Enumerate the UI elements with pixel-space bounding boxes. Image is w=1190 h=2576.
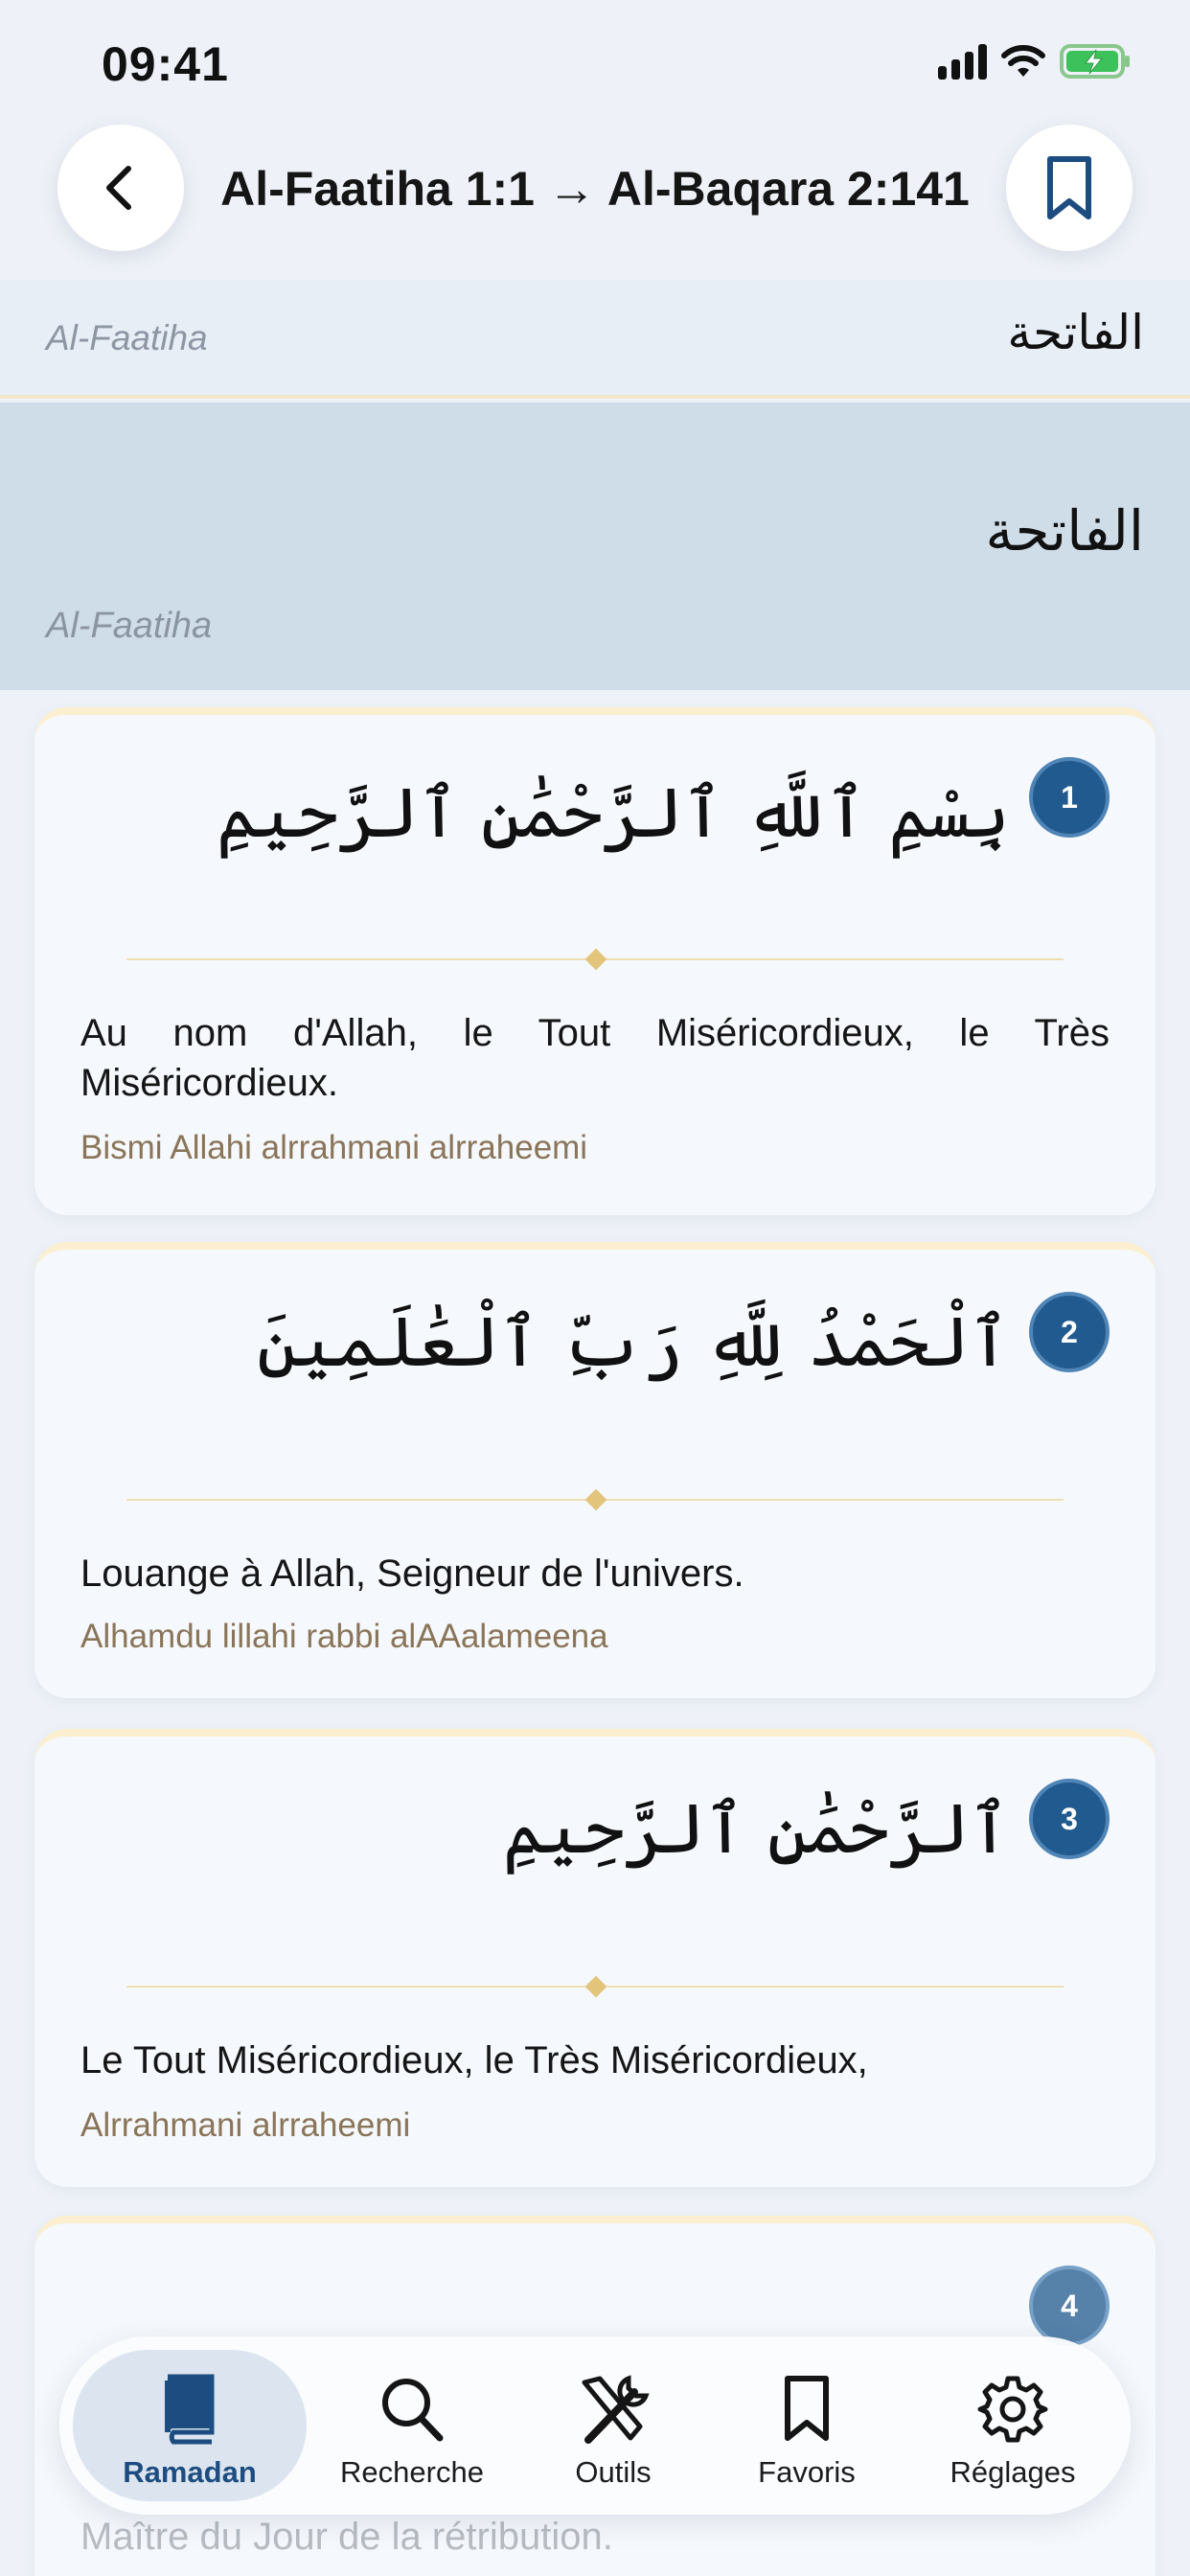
surah-header — [0, 402, 1190, 690]
verse-transliteration: Alrrahmani alrraheemi — [80, 2106, 411, 2144]
tab-label: Outils — [575, 2455, 652, 2489]
book-icon — [158, 2373, 221, 2446]
status-bar — [0, 0, 1190, 125]
verse-arabic: بِسْمِ ٱللَّهِ ٱلرَّحْمَٰنِ ٱلرَّحِيمِ — [216, 772, 1010, 853]
tab-ramadan[interactable] — [73, 2350, 307, 2501]
verse-number-badge: 3 — [1029, 1779, 1110, 1859]
tab-label: Ramadan — [123, 2455, 257, 2489]
gear-icon — [976, 2373, 1049, 2446]
tab-bar — [59, 2336, 1131, 2515]
tools-icon — [575, 2373, 652, 2446]
back-button[interactable] — [57, 125, 184, 251]
tab-outils[interactable] — [527, 2350, 699, 2501]
battery-charging-icon — [1060, 42, 1133, 80]
tab-recherche[interactable] — [316, 2350, 508, 2501]
navigation-bar — [0, 125, 1190, 278]
verse-translation: Au nom d'Allah, le Tout Miséricordieux, le Très Miséricordieux. — [80, 1012, 1110, 1104]
wifi-icon — [1000, 43, 1046, 80]
bookmark-icon — [1042, 153, 1096, 222]
search-icon — [377, 2373, 447, 2446]
tab-favoris[interactable] — [721, 2350, 893, 2501]
divider-ornament — [585, 949, 607, 971]
verse-transliteration: Alhamdu lillahi rabbi alAAalameena — [80, 1618, 608, 1655]
status-time: 09:41 — [102, 37, 229, 91]
tab-reglages[interactable] — [912, 2350, 1113, 2501]
verse-translation: Le Tout Miséricordieux, le Très Miséricordieux, — [80, 2039, 868, 2082]
verse-number-badge: 1 — [1029, 757, 1110, 838]
tab-label: Recherche — [340, 2455, 484, 2489]
verse-translation: Maître du Jour de la rétribution. — [80, 2516, 613, 2558]
tab-label: Réglages — [950, 2455, 1076, 2489]
verse-number-badge: 4 — [1029, 2266, 1110, 2346]
divider-ornament — [585, 1976, 607, 1998]
verse-card[interactable] — [34, 707, 1156, 1215]
verse-number-badge: 2 — [1029, 1292, 1110, 1372]
verse-card[interactable] — [34, 1729, 1156, 2187]
verse-arabic: ٱلْحَمْدُ لِلَّهِ رَبِّ ٱلْعَٰلَمِينَ — [257, 1301, 1010, 1382]
sticky-surah-latin: Al-Faatiha — [46, 318, 208, 357]
page-title: Al-Faatiha 1:1 → Al-Baqara 2:141 — [220, 162, 970, 216]
verse-transliteration: Bismi Allahi alrrahmani alrraheemi — [80, 1129, 588, 1166]
surah-arabic-name: الفاتحة — [985, 498, 1144, 564]
status-icons — [938, 40, 1133, 82]
sticky-surah-arabic: الفاتحة — [1007, 305, 1144, 360]
chevron-left-icon — [92, 159, 149, 217]
divider-ornament — [585, 1489, 607, 1511]
bookmark-button[interactable] — [1006, 125, 1133, 251]
verse-translation: Louange à Allah, Seigneur de l'univers. — [80, 1552, 744, 1595]
tab-label: Favoris — [758, 2455, 856, 2489]
cellular-signal-icon — [938, 43, 987, 80]
verse-card[interactable] — [34, 1242, 1156, 1698]
surah-latin-name: Al-Faatiha — [46, 606, 213, 646]
bookmark-icon — [780, 2373, 834, 2446]
verse-arabic: ٱلرَّحْمَٰنِ ٱلرَّحِيمِ — [502, 1788, 1010, 1869]
sticky-surah-header — [0, 280, 1190, 399]
